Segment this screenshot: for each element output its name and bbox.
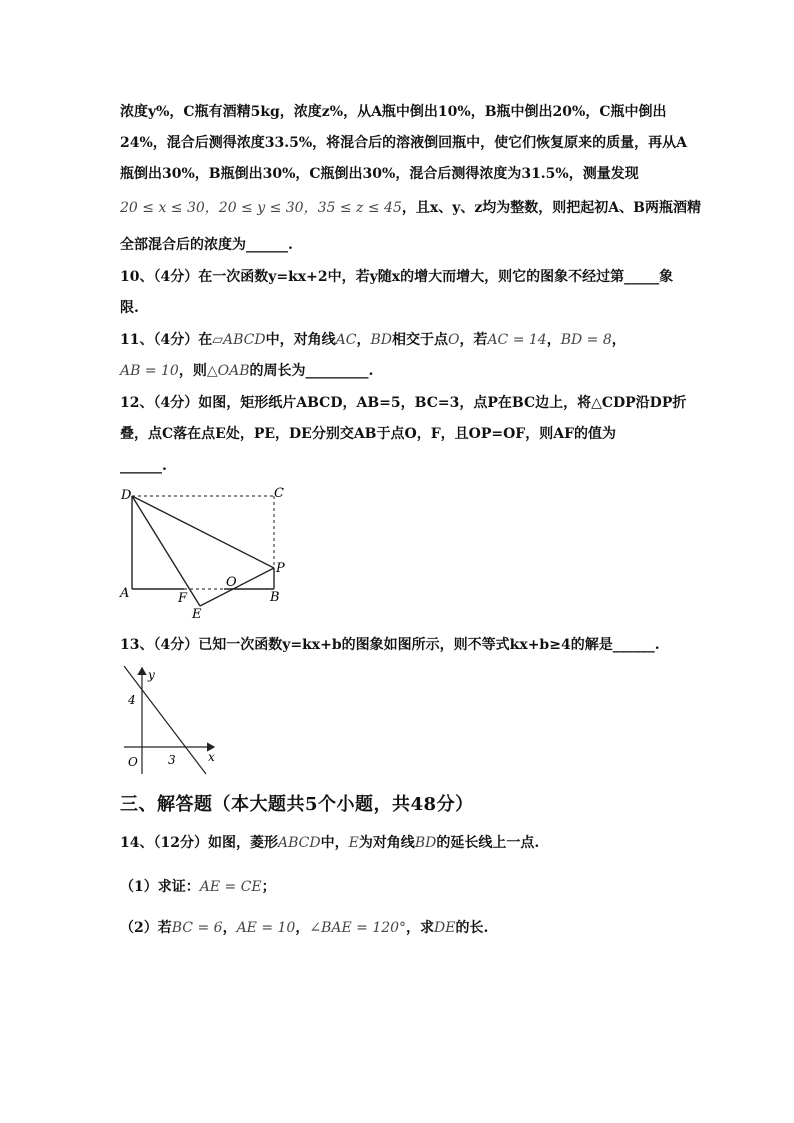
q14-text-b: 中， — [320, 835, 349, 851]
q12-line-1: 12、（4分）如图，矩形纸片ABCD，AB=5，BC=3，点P在BC边上，将△CDP沿DP折 — [120, 395, 687, 411]
q11-text-d: 相交于点 — [391, 332, 448, 348]
q11-line-1 — [120, 329, 680, 351]
q11-text-a: 11、（4分）在 — [120, 332, 213, 348]
q13-line-1: 13、（4分）已知一次函数y=kx+b的图象如图所示，则不等式kx+b≥4的解是______. — [120, 637, 660, 653]
q11-math-ac: AC — [335, 332, 357, 348]
q14-math-e: E — [348, 835, 359, 851]
q11-math-triangle: △OAB — [206, 363, 250, 379]
q9-line-4 — [120, 197, 701, 219]
q14-part-2-label: （2）若 — [120, 920, 172, 936]
section-3-title: 三、解答题（本大题共5个小题，共48分） — [120, 794, 474, 815]
q14-part-2-bc: BC = 6 — [171, 920, 223, 936]
label-p: P — [276, 561, 285, 576]
q14-part-2 — [120, 917, 680, 939]
q11-text-i: 的周长为_________. — [249, 363, 374, 379]
q12-rectangle-figure — [112, 482, 302, 622]
q14-part-2-sep-1: ， — [222, 920, 237, 936]
q14-part-1 — [120, 876, 680, 898]
line-ep — [200, 568, 274, 606]
q14-part-1-math: AE = CE — [199, 879, 262, 895]
q14-math-abcd: ABCD — [277, 835, 321, 851]
tick-4: 4 — [128, 693, 136, 707]
label-f: F — [178, 591, 188, 606]
y-axis-label: y — [148, 668, 155, 682]
q11-math-bd-value: BD = 8 — [560, 332, 612, 348]
q9-line-5: 全部混合后的浓度为______. — [120, 237, 293, 253]
q11-text-e: ，若 — [459, 332, 488, 348]
line-dp — [132, 496, 274, 568]
q11-math-parallelogram: ▱ABCD — [212, 332, 266, 348]
label-b: B — [270, 590, 280, 605]
label-e: E — [192, 607, 202, 622]
label-d: D — [121, 488, 132, 503]
q12-line-3: ______. — [120, 458, 167, 474]
q11-text-f: ， — [546, 332, 561, 348]
q11-math-bd: BD — [370, 332, 392, 348]
q9-line-1: 浓度y%，C瓶有酒精5kg，浓度z%，从A瓶中倒出10%，B瓶中倒出20%，C瓶中倒出 — [120, 104, 667, 120]
label-c: C — [274, 486, 284, 501]
q14-line-1 — [120, 832, 680, 854]
q11-math-o: O — [447, 332, 460, 348]
q11-math-ac-value: AC = 14 — [487, 332, 547, 348]
q9-line-3: 瓶倒出30%，B瓶倒出30%，C瓶倒出30%，混合后测得浓度为31.5%，测量发现 — [120, 166, 639, 182]
q14-part-1-label: （1）求证： — [120, 879, 200, 895]
q11-line-2 — [120, 360, 680, 382]
q11-text-c: ， — [356, 332, 371, 348]
q14-text-c: 为对角线 — [358, 835, 415, 851]
origin-label: O — [128, 755, 138, 769]
q9-range-math: 20 ≤ x ≤ 30，20 ≤ y ≤ 30，35 ≤ z ≤ 45 — [120, 200, 402, 216]
q10-line-1: 10、（4分）在一次函数y=kx+2中，若y随x的增大而增大，则它的图象不经过第_____象 — [120, 269, 674, 285]
q14-part-1-end: ； — [261, 879, 276, 895]
label-a: A — [120, 586, 130, 601]
q11-text-g: ， — [611, 332, 626, 348]
q13-line-graph — [118, 660, 228, 778]
x-axis-label: x — [208, 750, 215, 764]
q9-line-4-text: ，且x、y、z均为整数，则把起初A、B两瓶酒精 — [401, 200, 701, 216]
tick-3: 3 — [168, 753, 176, 767]
q11-math-ab-value: AB = 10 — [120, 363, 179, 379]
q12-line-2: 叠，点C落在点E处，PE，DE分别交AB于点O，F，且OP=OF，则AF的值为 — [120, 426, 617, 442]
q11-text-h: ，则 — [178, 363, 207, 379]
label-o: O — [226, 575, 237, 590]
q14-part-2-sep-2: ， — [295, 920, 310, 936]
q11-text-b: 中，对角线 — [265, 332, 336, 348]
q14-math-bd: BD — [414, 835, 437, 851]
q14-text-d: 的延长线上一点. — [436, 835, 540, 851]
q10-line-2: 限. — [120, 300, 139, 316]
q14-part-2-ae: AE = 10 — [236, 920, 296, 936]
q14-text-a: 14、（12分）如图，菱形 — [120, 835, 278, 851]
q9-line-2: 24%，混合后测得浓度33.5%，将混合后的溶液倒回瓶中，使它们恢复原来的质量，再从A — [120, 135, 688, 151]
q14-part-2-de: DE — [434, 920, 456, 936]
q14-part-2-end: 的长. — [455, 920, 489, 936]
q14-part-2-angle: ∠BAE = 120° — [309, 920, 407, 936]
q14-part-2-sep-3: ，求 — [406, 920, 435, 936]
